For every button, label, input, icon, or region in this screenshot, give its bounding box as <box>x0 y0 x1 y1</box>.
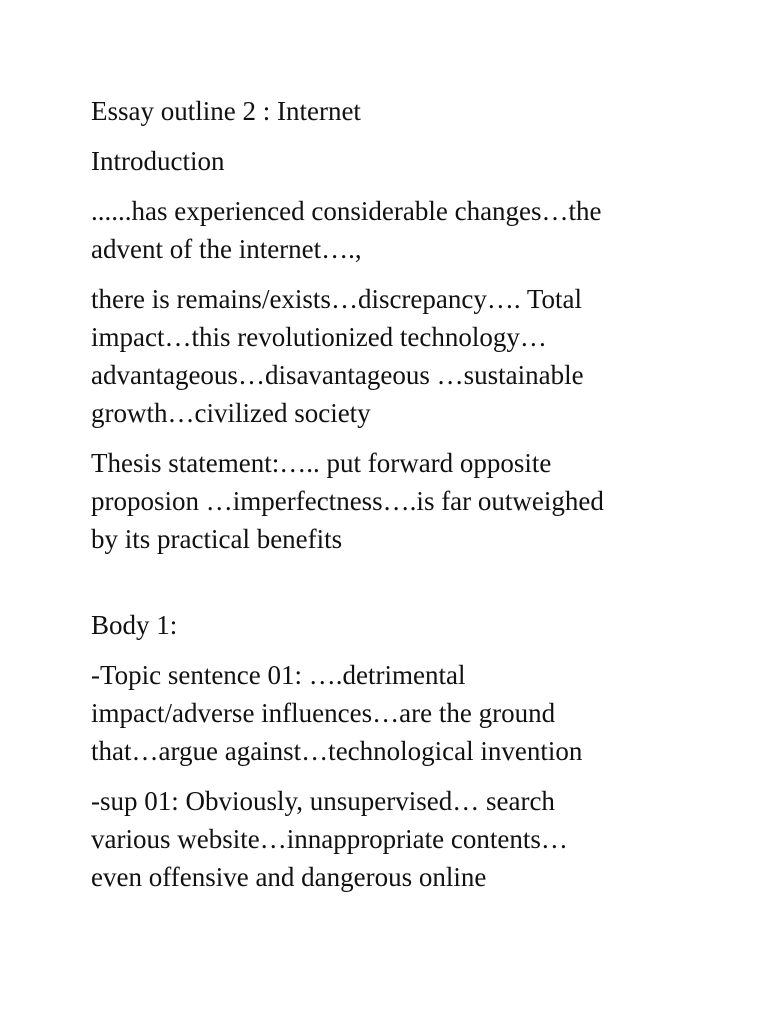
support-sentence: -sup 01: Obviously, unsupervised… search various website…innappropriate contents… even offensive and dangerous online <box>91 786 568 892</box>
intro-paragraph-2: there is remains/exists…discrepancy…. Total impact…this revolutionized technology… advantageous…disavantageous …sustainable growth…civilized society <box>91 284 584 428</box>
document-title: Essay outline 2 : Internet <box>91 96 361 126</box>
topic-sentence: -Topic sentence 01: ….detrimental impact/adverse influences…are the ground that…argue against…technological invention <box>91 660 583 766</box>
section-heading-body-1: Body 1: <box>91 610 178 640</box>
intro-paragraph-1: ......has experienced considerable changes…the advent of the internet…., <box>91 196 602 264</box>
section-spacer <box>91 570 691 606</box>
document-page <box>91 92 691 908</box>
thesis-statement: Thesis statement:….. put forward opposite proposion …imperfectness….is far outweighed by its practical benefits <box>91 448 604 554</box>
section-heading-introduction: Introduction <box>91 146 225 176</box>
